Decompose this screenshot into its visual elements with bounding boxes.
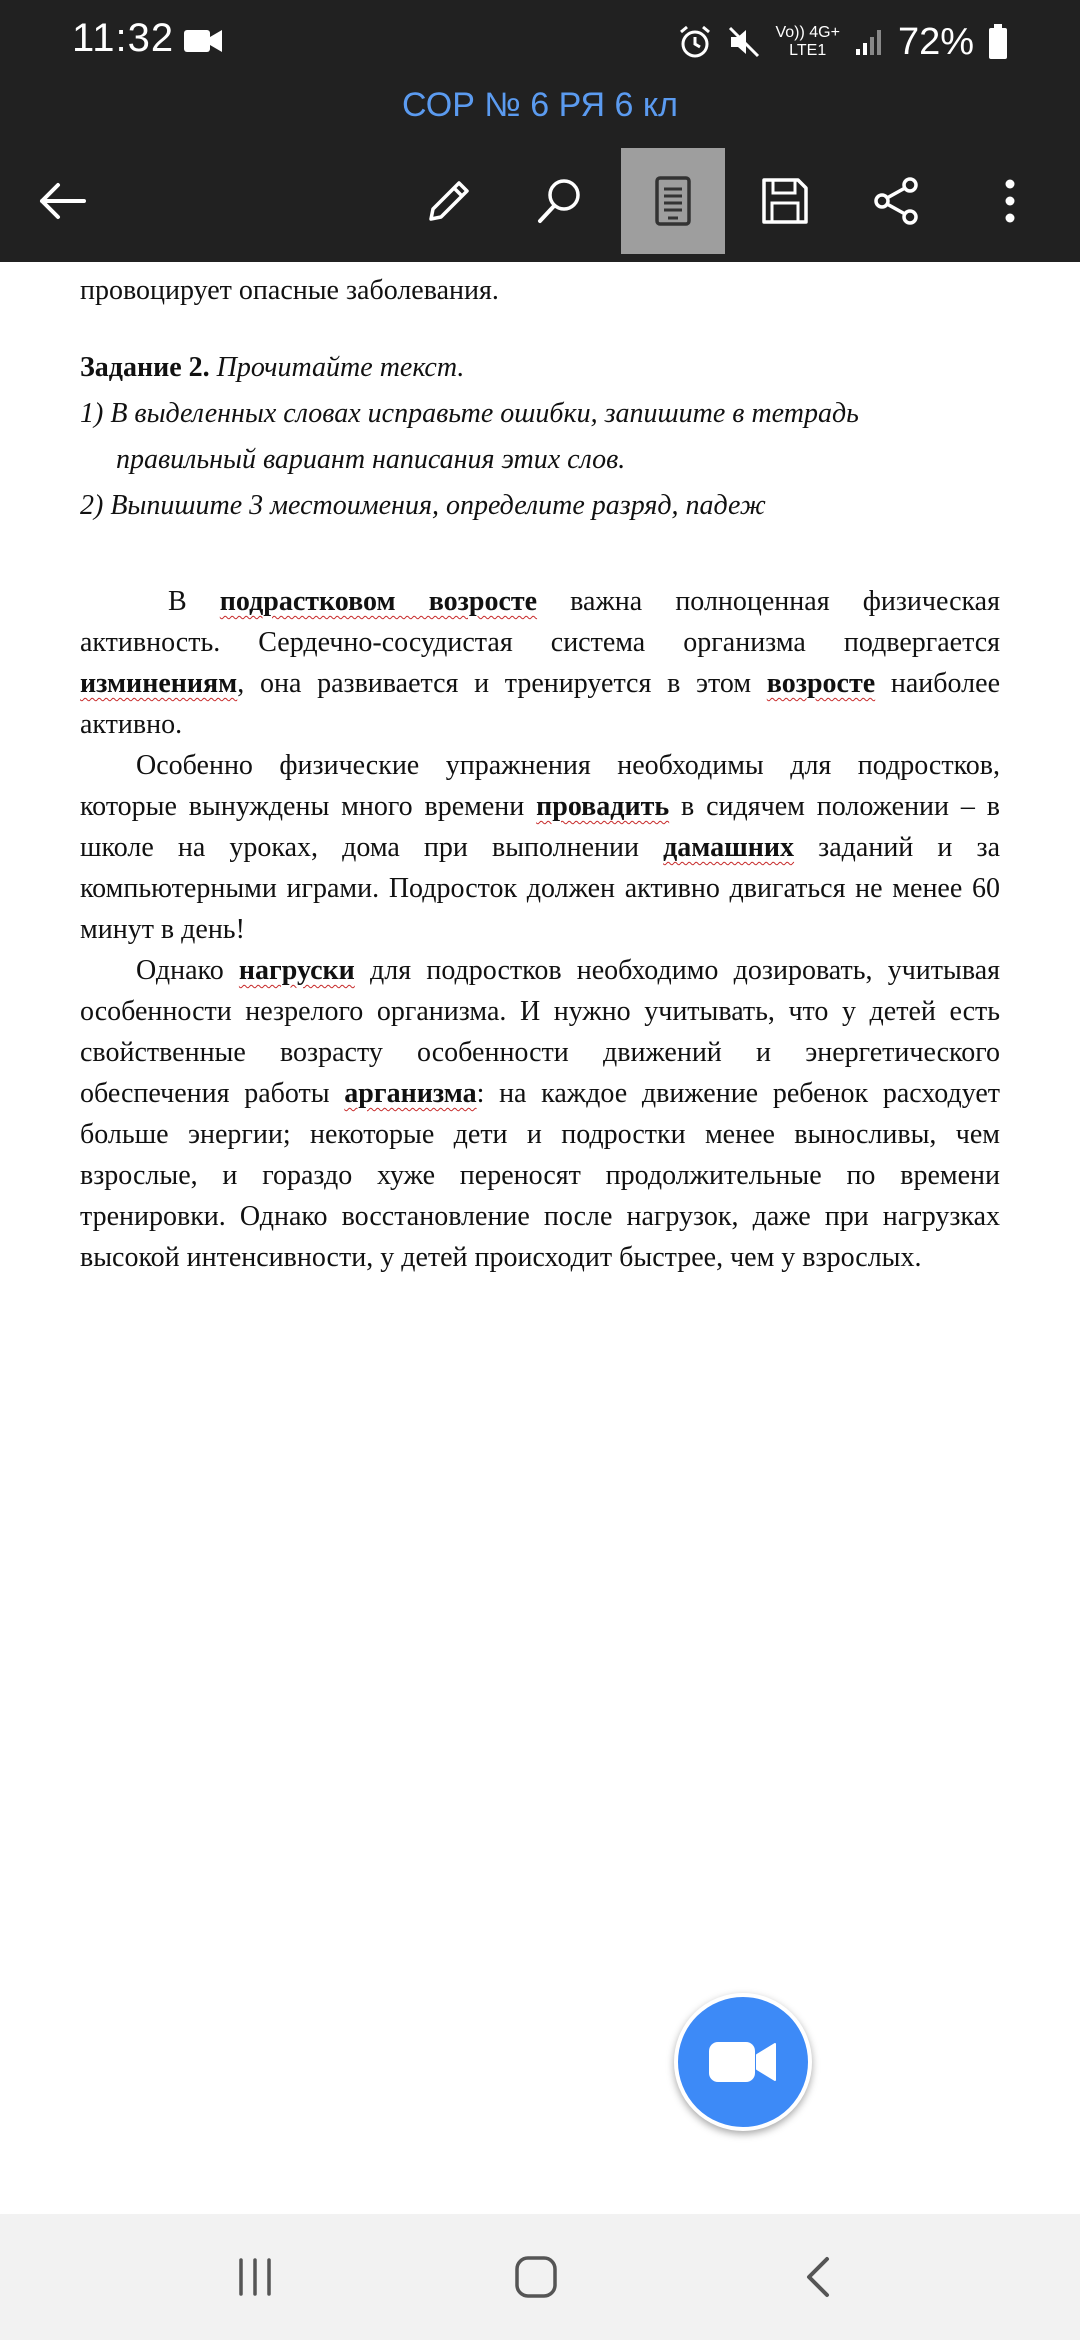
highlighted-word: провадить [536,791,670,822]
back-arrow-icon [36,181,88,221]
paragraph-1: В подрастковом возросте важна полноценная физическая активность. Сердечно-сосудистая система организма подвергается изминениям, она развивается и тренируется в этом возросте наиболее активно. [80,586,1000,740]
highlighted-word: дамашних [663,832,795,863]
back-icon [803,2255,833,2299]
pencil-icon [423,175,475,227]
task-item: 2) Выпишите 3 местоимения, определите разряд, падеж [80,490,766,521]
document-title: СОР № 6 РЯ 6 кл [401,86,679,124]
status-right [663,14,1008,70]
reading-mode-button[interactable] [621,148,725,254]
task-2-heading [80,345,1000,391]
home-button[interactable] [486,2244,586,2310]
highlighted-word: подрастковом возросте [219,586,538,617]
battery-icon [988,24,1008,60]
reading-mode-icon [653,175,693,227]
highlighted-word: изминениям [80,668,238,699]
task-item: 1) В выделенных словах исправьте ошибки, запишите в тетрадь правильный вариант написания этих слов. [80,398,859,475]
paragraph-3: Однако нагруски для подростков необходимо дозировать, учитывая особенности незрелого организма. И нужно учитывать, что у детей есть свойственные возрасту особенности движений и энергетического обеспечения работы арганизма: на каждое движение ребенок расходует больше энергии; некоторые дети и подростки менее выносливы, чем взрослые, и гораздо хуже переносят продолжительные по времени тренировки. Однако восстановление после нагрузок, даже при нагрузках высокой интенсивности, у детей происходит быстрее, чем у взрослых. [80,955,1001,1273]
search-icon [534,175,586,227]
zoom-meeting-floating-button[interactable] [674,1993,812,2131]
back-nav-button[interactable] [768,2244,868,2310]
video-recording-icon [184,28,222,54]
highlighted-word: арганизма [344,1078,477,1109]
more-vert-icon [1000,175,1020,227]
recent-apps-button[interactable] [205,2244,305,2310]
status-bar [0,0,1080,84]
back-button[interactable] [10,148,114,254]
search-button[interactable] [508,148,612,254]
previous-page-line: провоцирует опасные заболевания. [80,275,499,306]
video-camera-icon [707,2039,779,2085]
status-time: 11:32 [72,16,175,60]
share-button[interactable] [844,148,948,254]
save-button[interactable] [733,148,837,254]
network-indicator: Vo)) 4G+ LTE1 [775,24,840,59]
system-nav-bar [0,2214,1080,2340]
task-2-block [80,345,1000,529]
top-app-bar [0,0,1080,262]
task-2-items [80,391,1000,529]
home-icon [513,2254,559,2300]
task-2-label: Задание 2. [80,352,210,383]
save-icon [760,176,810,226]
more-options-button[interactable] [958,148,1062,254]
signal-icon [854,27,884,57]
edit-button[interactable] [397,148,501,254]
alarm-icon [677,24,713,60]
highlighted-word: возросте [766,668,876,699]
highlighted-word: нагруски [238,955,355,986]
share-icon [870,175,922,227]
task-2-instruction: Прочитайте текст. [216,352,465,383]
paragraph-2: Особенно физические упражнения необходимы для подростков, которые вынуждены много времени провадить в сидячем положении – в школе на уроках, дома при выполнении дамашних заданий и за компьютерными играми. Подросток должен активно двигаться не менее 60 минут в день! [80,750,1000,945]
battery-percent: 72% [897,20,974,63]
toolbar [0,148,1080,254]
document-page [80,262,1000,1278]
mute-icon [727,25,761,59]
recent-apps-icon [235,2257,275,2297]
